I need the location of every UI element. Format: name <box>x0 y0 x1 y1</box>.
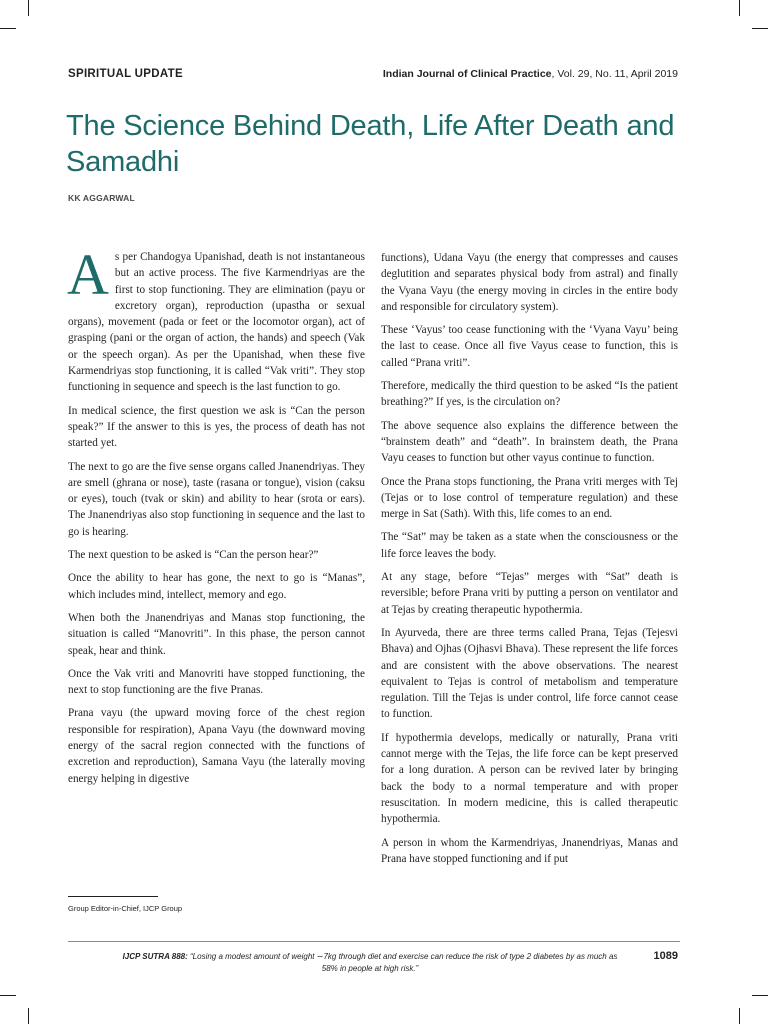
footnote: Group Editor-in-Chief, IJCP Group <box>68 904 183 913</box>
paragraph: These ‘Vayus’ too cease functioning with the ‘Vyana Vayu’ being the last to cease. Once all five Vayus cease to function, this is called “Prana vriti”. <box>381 324 678 369</box>
section-label: SPIRITUAL UPDATE <box>68 68 183 80</box>
journal-citation <box>383 68 678 80</box>
paragraph: The “Sat” may be taken as a state when the consciousness or the life force leaves the body. <box>381 531 678 560</box>
left-column <box>67 242 365 794</box>
paragraph <box>67 242 365 396</box>
sutra-text: “Losing a modest amount of weight ∼7kg through diet and exercise can reduce the risk of type 2 diabetes by as much as 58% in people at high risk.” <box>187 952 618 973</box>
paragraph: Therefore, medically the third question to be asked “Is the patient breathing?” If yes, is the circulation on? <box>381 380 678 409</box>
footnote-divider <box>68 896 158 897</box>
paragraph: The next question to be asked is “Can the person hear?” <box>68 549 319 562</box>
paragraph: Once the Vak vriti and Manovriti have stopped functioning, the next to stop functioning are the five Pranas. <box>68 667 365 697</box>
crop-mark <box>752 995 768 996</box>
article-title: The Science Behind Death, Life After Death and Samadhi <box>66 110 675 178</box>
drop-cap: A <box>67 242 109 307</box>
paragraph: Once the ability to hear has gone, the next to go is “Manas”, which includes mind, intellect, memory and ego. <box>68 572 365 601</box>
journal-issue: , Vol. 29, No. 11, April 2019 <box>551 68 678 80</box>
crop-mark <box>752 28 768 29</box>
author-name: KK AGGARWAL <box>68 193 135 203</box>
footer-sutra <box>120 951 620 975</box>
crop-mark <box>0 995 16 996</box>
paragraph: Once the Prana stops functioning, the Prana vriti merges with Tej (Tejas or to lose control of temperature regulation) and these merge in Sat (Sath). With this, life comes to an end. <box>381 475 678 521</box>
paragraph-text: s per Chandogya Upanishad, death is not instantaneous but an active process. The five Karmendriyas are the first to stop functioning. They are elimination (payu or excretory organ), reproduction (upastha or sexual organs), movement (pada or feet or the locomotor organ), act of grasping (pani or the organ of action, the hands) and speech (Vak or the speech organ). As per the Upanishad, when these five Karmendriyas stop functioning, it is called “Vak vriti”. They stop functioning in sequence and speech is the last function to go. <box>68 251 365 394</box>
paragraph: A person in whom the Karmendriyas, Jnanendriyas, Manas and Prana have stopped functioning and if put <box>381 836 678 865</box>
paragraph: If hypothermia develops, medically or naturally, Prana vriti cannot merge with the Tejas, the life force can be kept preserved for a long duration. A person can be revived later by bringing back the body to a normal temperature and with proper resuscitation. In modern medicine, this is called therapeutic hypothermia. <box>381 731 678 826</box>
crop-mark <box>0 28 16 29</box>
paragraph: The next to go are the five sense organs called Jnanendriyas. They are smell (ghrana or nose), taste (rasana or tongue), vision (caksu or eyes), touch (tvak or skin) and ability to hear (srota or ears). The Jnanendriyas also stop functioning in sequence and the last to go is hearing. <box>68 460 365 538</box>
paragraph: At any stage, before “Tejas” merges with “Sat” death is reversible; before Prana vriti by putting a person on ventilator and at Tejas by creating therapeutic hypothermia. <box>381 571 678 616</box>
paragraph: Prana vayu (the upward moving force of the chest region responsible for respiration), Apana Vayu (the downward moving energy of the sacral region connected with the functions of excretion and reproduction), Samana Vayu (the laterally moving energy helping in digestive <box>68 707 365 785</box>
page-number: 1089 <box>653 950 678 962</box>
crop-mark <box>28 0 29 16</box>
paragraph: The above sequence also explains the difference between the “brainstem death” and “death”. In brainstem death, the Prana Vayu ceases to function but other vayus continue to function. <box>381 419 678 465</box>
paragraph: functions), Udana Vayu (the energy that compresses and causes deglutition and separates physical body from astral) and finally the Vyana Vayu (the energy moving in circles in the entire body and responsible for circulatory system). <box>381 252 678 313</box>
journal-name: Indian Journal of Clinical Practice <box>382 68 552 80</box>
crop-mark <box>28 1008 29 1024</box>
paragraph: In Ayurveda, there are three terms called Prana, Tejas (Tejesvi Bhava) and Ojhas (Ojhasvi Bhava). These represent the life forces and are consistent with the above observations. The nearest equivalent to Tejas is control of metabolism and temperature regulation. Till the Tejas is under control, life force cannot cease to function. <box>381 626 678 721</box>
crop-mark <box>739 1008 740 1024</box>
sutra-label: IJCP SUTRA 888: <box>122 952 188 961</box>
footer-divider <box>68 941 680 942</box>
paragraph: In medical science, the first question we ask is “Can the person speak?” If the answer to this is yes, the process of death has not started yet. <box>68 404 365 450</box>
paragraph: When both the Jnanendriyas and Manas stop functioning, the situation is called “Manovriti”. In this phase, the person cannot speak, hear and think. <box>68 611 365 657</box>
crop-mark <box>739 0 740 16</box>
right-column <box>381 250 678 874</box>
